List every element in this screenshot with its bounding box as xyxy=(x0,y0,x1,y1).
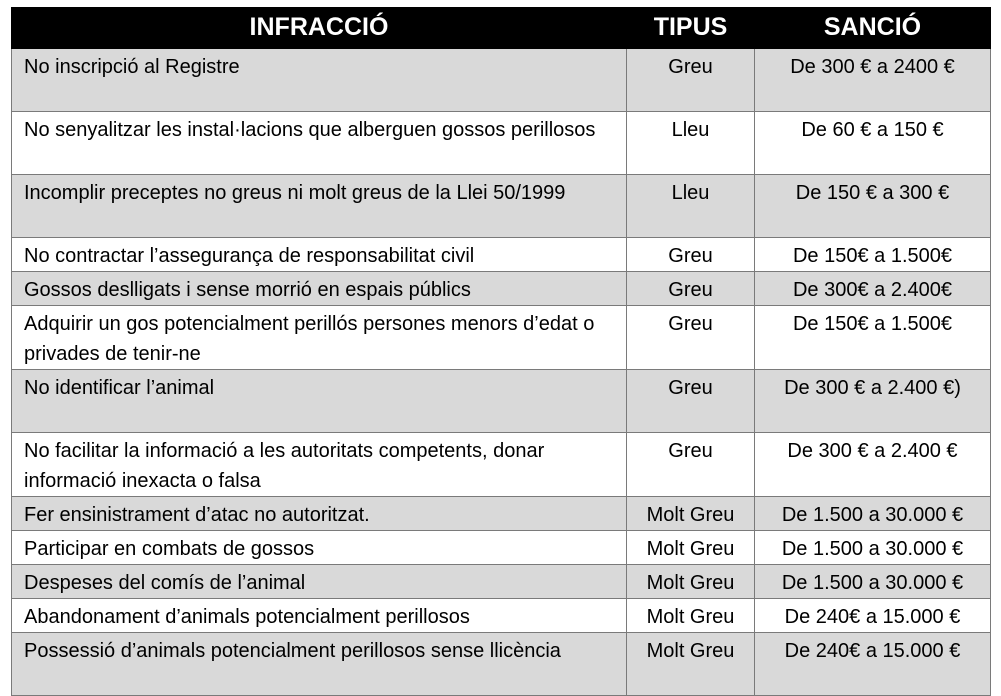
header-sancio: SANCIÓ xyxy=(755,8,991,49)
table-row xyxy=(12,565,991,599)
cell-tipus: Molt Greu xyxy=(627,599,755,633)
table-row xyxy=(12,433,991,497)
table-row xyxy=(12,48,991,112)
cell-tipus: Lleu xyxy=(627,112,755,175)
cell-sancio: De 300€ a 2.400€ xyxy=(755,272,991,306)
table-row xyxy=(12,633,991,696)
table-header xyxy=(12,8,991,49)
table-row xyxy=(12,370,991,433)
cell-sancio: De 150€ a 1.500€ xyxy=(755,306,991,370)
cell-tipus: Molt Greu xyxy=(627,633,755,696)
cell-infraccio: Possessió d’animals potencialment perillosos sense llicència xyxy=(12,633,627,696)
sanctions-table xyxy=(11,7,991,696)
cell-sancio: De 300 € a 2.400 €) xyxy=(755,370,991,433)
table-body xyxy=(12,48,991,696)
cell-infraccio: Abandonament d’animals potencialment perillosos xyxy=(12,599,627,633)
cell-tipus: Molt Greu xyxy=(627,531,755,565)
header-tipus: TIPUS xyxy=(627,8,755,49)
table-row xyxy=(12,306,991,370)
cell-infraccio: Despeses del comís de l’animal xyxy=(12,565,627,599)
header-row xyxy=(12,8,991,49)
cell-infraccio: No contractar l’assegurança de responsabilitat civil xyxy=(12,238,627,272)
cell-infraccio: Participar en combats de gossos xyxy=(12,531,627,565)
cell-sancio: De 300 € a 2400 € xyxy=(755,48,991,112)
cell-infraccio: No inscripció al Registre xyxy=(12,48,627,112)
table-row xyxy=(12,238,991,272)
cell-sancio: De 240€ a 15.000 € xyxy=(755,599,991,633)
cell-sancio: De 150€ a 1.500€ xyxy=(755,238,991,272)
cell-tipus: Greu xyxy=(627,370,755,433)
cell-tipus: Greu xyxy=(627,48,755,112)
cell-sancio: De 60 € a 150 € xyxy=(755,112,991,175)
cell-infraccio: Gossos deslligats i sense morrió en espais públics xyxy=(12,272,627,306)
table-row xyxy=(12,175,991,238)
cell-sancio: De 1.500 a 30.000 € xyxy=(755,565,991,599)
cell-tipus: Molt Greu xyxy=(627,497,755,531)
cell-tipus: Lleu xyxy=(627,175,755,238)
table-row xyxy=(12,272,991,306)
cell-sancio: De 240€ a 15.000 € xyxy=(755,633,991,696)
cell-infraccio: No senyalitzar les instal·lacions que alberguen gossos perillosos xyxy=(12,112,627,175)
cell-sancio: De 1.500 a 30.000 € xyxy=(755,497,991,531)
cell-tipus: Greu xyxy=(627,306,755,370)
table-row xyxy=(12,531,991,565)
cell-sancio: De 150 € a 300 € xyxy=(755,175,991,238)
cell-tipus: Molt Greu xyxy=(627,565,755,599)
cell-infraccio: Adquirir un gos potencialment perillós persones menors d’edat o privades de tenir-ne xyxy=(12,306,627,370)
cell-infraccio: Fer ensinistrament d’atac no autoritzat. xyxy=(12,497,627,531)
table-row xyxy=(12,599,991,633)
table-row xyxy=(12,112,991,175)
cell-sancio: De 1.500 a 30.000 € xyxy=(755,531,991,565)
cell-tipus: Greu xyxy=(627,272,755,306)
table-row xyxy=(12,497,991,531)
cell-sancio: De 300 € a 2.400 € xyxy=(755,433,991,497)
cell-tipus: Greu xyxy=(627,238,755,272)
cell-infraccio: No facilitar la informació a les autoritats competents, donar informació inexacta o falsa xyxy=(12,433,627,497)
header-infraccio: INFRACCIÓ xyxy=(12,8,627,49)
cell-tipus: Greu xyxy=(627,433,755,497)
cell-infraccio: Incomplir preceptes no greus ni molt greus de la Llei 50/1999 xyxy=(12,175,627,238)
cell-infraccio: No identificar l’animal xyxy=(12,370,627,433)
